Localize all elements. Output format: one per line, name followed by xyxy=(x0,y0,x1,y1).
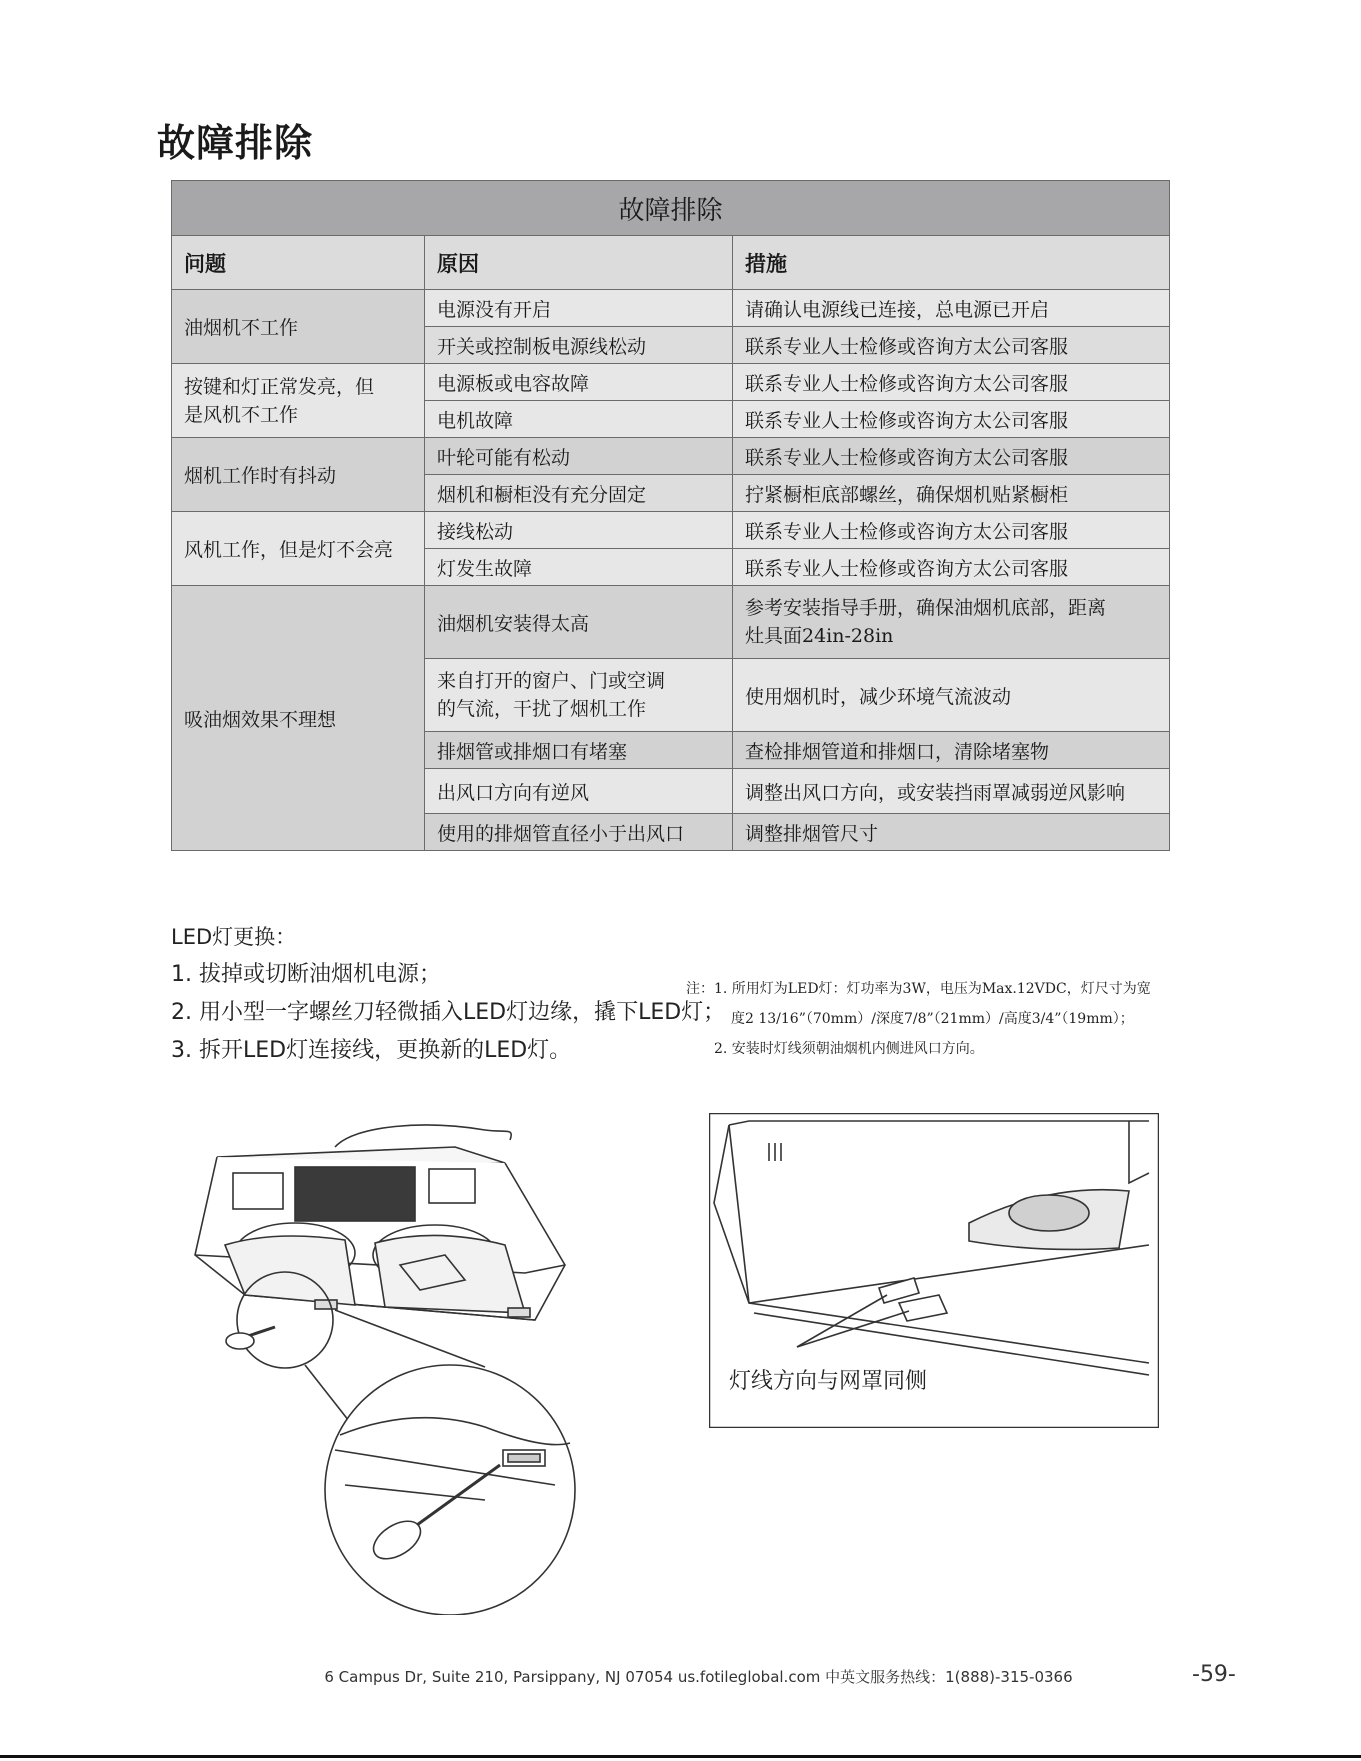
cause-line: 的气流，干扰了烟机工作 xyxy=(437,698,647,720)
cause-cell: 出风口方向有逆风 xyxy=(425,769,733,814)
cause-cell: 油烟机安装得太高 xyxy=(425,586,733,659)
cause-line: 来自打开的窗户、门或空调 xyxy=(437,670,666,692)
action-cell: 请确认电源线已连接，总电源已开启 xyxy=(733,290,1170,327)
action-cell: 联系专业人士检修或咨询方太公司客服 xyxy=(733,438,1170,475)
action-cell: 联系专业人士检修或咨询方太公司客服 xyxy=(733,549,1170,586)
table-title: 故障排除 xyxy=(172,181,1170,236)
led-wire-direction-illustration xyxy=(709,1113,1159,1428)
action-cell: 联系专业人士检修或咨询方太公司客服 xyxy=(733,327,1170,364)
hood-led-removal-illustration xyxy=(185,1105,625,1615)
action-line: 参考安装指导手册，确保油烟机底部，距离 xyxy=(745,597,1107,619)
cause-cell: 灯发生故障 xyxy=(425,549,733,586)
table-row xyxy=(172,438,1170,475)
header-cause: 原因 xyxy=(425,236,733,290)
header-action: 措施 xyxy=(733,236,1170,290)
bottom-rule xyxy=(0,1755,1361,1758)
cause-cell: 电源板或电容故障 xyxy=(425,364,733,401)
table-row xyxy=(172,290,1170,327)
action-cell: 调整排烟管尺寸 xyxy=(733,814,1170,851)
cause-cell: 电机故障 xyxy=(425,401,733,438)
page-title: 故障排除 xyxy=(157,120,314,165)
action-cell: 调整出风口方向，或安装挡雨罩减弱逆风影响 xyxy=(733,769,1170,814)
cause-cell: 烟机和橱柜没有充分固定 xyxy=(425,475,733,512)
action-cell: 使用烟机时，减少环境气流波动 xyxy=(733,659,1170,732)
notes-block xyxy=(686,974,1151,1064)
action-cell: 联系专业人士检修或咨询方太公司客服 xyxy=(733,364,1170,401)
led-replacement-section xyxy=(171,918,725,1070)
page-number: -59- xyxy=(1192,1662,1236,1687)
note-line: 注：1. 所用灯为LED灯：灯功率为3W，电压为Max.12VDC，灯尺寸为宽 xyxy=(686,981,1151,997)
led-section-title: LED灯更换： xyxy=(171,925,297,949)
problem-cell xyxy=(172,364,425,438)
cause-cell: 开关或控制板电源线松动 xyxy=(425,327,733,364)
cause-cell: 接线松动 xyxy=(425,512,733,549)
cause-cell: 电源没有开启 xyxy=(425,290,733,327)
header-problem: 问题 xyxy=(172,236,425,290)
problem-cell: 风机工作，但是灯不会亮 xyxy=(172,512,425,586)
note-line: 度2 13/16”（70mm）/深度7/8”（21mm）/高度3/4”（19mm）； xyxy=(731,1011,1134,1027)
table-row xyxy=(172,586,1170,659)
cause-cell: 排烟管或排烟口有堵塞 xyxy=(425,732,733,769)
action-cell: 联系专业人士检修或咨询方太公司客服 xyxy=(733,512,1170,549)
problem-cell: 吸油烟效果不理想 xyxy=(172,586,425,851)
action-cell: 拧紧橱柜底部螺丝，确保烟机贴紧橱柜 xyxy=(733,475,1170,512)
note-line: 2. 安装时灯线须朝油烟机内侧进风口方向。 xyxy=(714,1041,984,1057)
action-line: 灶具面24in-28in xyxy=(745,625,894,647)
power-cord-line xyxy=(335,1125,511,1147)
problem-line: 是风机不工作 xyxy=(184,403,299,426)
led-step: 3. 拆开LED灯连接线，更换新的LED灯。 xyxy=(171,1038,572,1063)
cause-cell: 叶轮可能有松动 xyxy=(425,438,733,475)
action-cell xyxy=(733,586,1170,659)
cause-cell: 使用的排烟管直径小于出风口 xyxy=(425,814,733,851)
problem-cell: 烟机工作时有抖动 xyxy=(172,438,425,512)
footer-address: 6 Campus Dr, Suite 210, Parsippany, NJ 07054 us.fotileglobal.com 中英文服务热线：1(888)-315-0366 xyxy=(324,1668,1073,1686)
troubleshooting-table xyxy=(171,180,1170,851)
cause-cell xyxy=(425,659,733,732)
table-row xyxy=(172,512,1170,549)
table-row xyxy=(172,364,1170,401)
problem-line: 按键和灯正常发亮，但 xyxy=(184,375,375,398)
action-cell: 联系专业人士检修或咨询方太公司客服 xyxy=(733,401,1170,438)
action-cell: 查检排烟管道和排烟口，清除堵塞物 xyxy=(733,732,1170,769)
figure-label: 灯线方向与网罩同侧 xyxy=(729,1369,928,1394)
led-step: 1. 拔掉或切断油烟机电源； xyxy=(171,962,441,987)
led-step: 2. 用小型一字螺丝刀轻微插入LED灯边缘，撬下LED灯； xyxy=(171,1000,726,1025)
problem-cell: 油烟机不工作 xyxy=(172,290,425,364)
